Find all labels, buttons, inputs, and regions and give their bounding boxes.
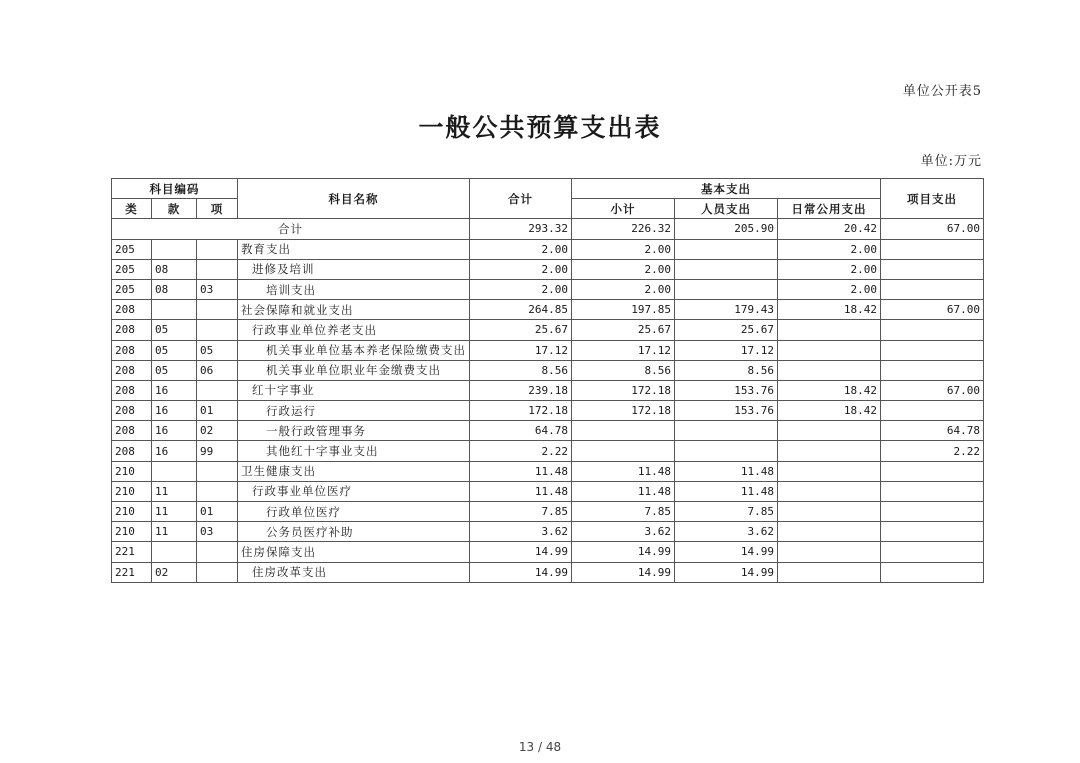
total-cell-personnel: 205.90 bbox=[675, 219, 778, 239]
cell-xiang: 01 bbox=[197, 401, 238, 421]
table-row bbox=[112, 441, 984, 461]
cell-total: 14.99 bbox=[470, 562, 572, 582]
cell-name: 进修及培训 bbox=[238, 259, 470, 279]
page-number: 13 / 48 bbox=[518, 740, 562, 754]
cell-subtotal: 8.56 bbox=[572, 360, 675, 380]
table-row bbox=[112, 401, 984, 421]
cell-name: 行政运行 bbox=[238, 401, 470, 421]
cell-total: 17.12 bbox=[470, 340, 572, 360]
cell-xiang bbox=[197, 239, 238, 259]
cell-kuan: 11 bbox=[152, 522, 197, 542]
cell-personnel bbox=[675, 259, 778, 279]
cell-personnel bbox=[675, 239, 778, 259]
cell-project bbox=[881, 320, 984, 340]
cell-kuan: 11 bbox=[152, 502, 197, 522]
cell-lei: 221 bbox=[112, 562, 152, 582]
cell-personnel: 17.12 bbox=[675, 340, 778, 360]
cell-lei: 208 bbox=[112, 360, 152, 380]
cell-name: 机关事业单位职业年金缴费支出 bbox=[238, 360, 470, 380]
table-row bbox=[112, 461, 984, 481]
cell-xiang bbox=[197, 481, 238, 501]
cell-kuan: 05 bbox=[152, 360, 197, 380]
table-row bbox=[112, 380, 984, 400]
cell-xiang: 99 bbox=[197, 441, 238, 461]
cell-public bbox=[778, 421, 881, 441]
table-row bbox=[112, 300, 984, 320]
page-title: 一般公共预算支出表 bbox=[418, 113, 662, 142]
cell-xiang: 03 bbox=[197, 279, 238, 299]
cell-xiang bbox=[197, 461, 238, 481]
header-xiang: 项 bbox=[197, 199, 238, 219]
cell-public bbox=[778, 562, 881, 582]
cell-total: 11.48 bbox=[470, 481, 572, 501]
cell-public bbox=[778, 542, 881, 562]
cell-subtotal: 14.99 bbox=[572, 542, 675, 562]
cell-subtotal: 25.67 bbox=[572, 320, 675, 340]
cell-project: 64.78 bbox=[881, 421, 984, 441]
header-basic-group: 基本支出 bbox=[572, 179, 881, 199]
cell-lei: 205 bbox=[112, 239, 152, 259]
cell-kuan: 16 bbox=[152, 401, 197, 421]
cell-subtotal: 14.99 bbox=[572, 562, 675, 582]
cell-name: 卫生健康支出 bbox=[238, 461, 470, 481]
cell-name: 住房保障支出 bbox=[238, 542, 470, 562]
cell-lei: 208 bbox=[112, 401, 152, 421]
cell-lei: 208 bbox=[112, 441, 152, 461]
header-public: 日常公用支出 bbox=[778, 199, 881, 219]
cell-subtotal bbox=[572, 421, 675, 441]
cell-public: 18.42 bbox=[778, 300, 881, 320]
cell-public: 2.00 bbox=[778, 259, 881, 279]
cell-kuan: 16 bbox=[152, 421, 197, 441]
cell-personnel: 11.48 bbox=[675, 481, 778, 501]
table-row bbox=[112, 522, 984, 542]
cell-name: 行政事业单位养老支出 bbox=[238, 320, 470, 340]
cell-xiang: 06 bbox=[197, 360, 238, 380]
cell-personnel bbox=[675, 441, 778, 461]
cell-personnel: 179.43 bbox=[675, 300, 778, 320]
cell-total: 7.85 bbox=[470, 502, 572, 522]
cell-subtotal: 11.48 bbox=[572, 481, 675, 501]
cell-xiang bbox=[197, 300, 238, 320]
cell-total: 3.62 bbox=[470, 522, 572, 542]
header-lei: 类 bbox=[112, 199, 152, 219]
table-row bbox=[112, 542, 984, 562]
cell-subtotal: 11.48 bbox=[572, 461, 675, 481]
cell-personnel bbox=[675, 421, 778, 441]
cell-total: 14.99 bbox=[470, 542, 572, 562]
cell-project bbox=[881, 279, 984, 299]
table-row bbox=[112, 279, 984, 299]
table-row bbox=[112, 502, 984, 522]
cell-public bbox=[778, 481, 881, 501]
cell-project: 2.22 bbox=[881, 441, 984, 461]
cell-public bbox=[778, 360, 881, 380]
cell-personnel: 7.85 bbox=[675, 502, 778, 522]
cell-lei: 205 bbox=[112, 279, 152, 299]
header-name: 科目名称 bbox=[238, 179, 470, 219]
cell-xiang: 02 bbox=[197, 421, 238, 441]
cell-personnel: 8.56 bbox=[675, 360, 778, 380]
cell-personnel: 153.76 bbox=[675, 380, 778, 400]
cell-kuan bbox=[152, 239, 197, 259]
cell-public: 2.00 bbox=[778, 239, 881, 259]
cell-lei: 208 bbox=[112, 320, 152, 340]
cell-kuan bbox=[152, 461, 197, 481]
cell-total: 264.85 bbox=[470, 300, 572, 320]
cell-kuan bbox=[152, 300, 197, 320]
cell-subtotal: 2.00 bbox=[572, 279, 675, 299]
header-subtotal: 小计 bbox=[572, 199, 675, 219]
cell-total: 239.18 bbox=[470, 380, 572, 400]
cell-project bbox=[881, 360, 984, 380]
cell-project bbox=[881, 259, 984, 279]
cell-kuan: 16 bbox=[152, 380, 197, 400]
cell-xiang bbox=[197, 320, 238, 340]
form-number: 单位公开表5 bbox=[902, 84, 982, 99]
cell-subtotal: 17.12 bbox=[572, 340, 675, 360]
cell-name: 其他红十字事业支出 bbox=[238, 441, 470, 461]
cell-name: 一般行政管理事务 bbox=[238, 421, 470, 441]
cell-total: 2.00 bbox=[470, 259, 572, 279]
cell-subtotal: 197.85 bbox=[572, 300, 675, 320]
cell-project: 67.00 bbox=[881, 300, 984, 320]
cell-personnel: 14.99 bbox=[675, 562, 778, 582]
cell-personnel: 25.67 bbox=[675, 320, 778, 340]
cell-public: 18.42 bbox=[778, 401, 881, 421]
header-personnel: 人员支出 bbox=[675, 199, 778, 219]
cell-total: 2.22 bbox=[470, 441, 572, 461]
cell-lei: 210 bbox=[112, 522, 152, 542]
cell-name: 行政事业单位医疗 bbox=[238, 481, 470, 501]
cell-name: 红十字事业 bbox=[238, 380, 470, 400]
unit-label: 单位:万元 bbox=[920, 154, 982, 169]
cell-total: 11.48 bbox=[470, 461, 572, 481]
table-row bbox=[112, 360, 984, 380]
cell-lei: 210 bbox=[112, 461, 152, 481]
cell-kuan: 05 bbox=[152, 340, 197, 360]
cell-xiang: 01 bbox=[197, 502, 238, 522]
table-row bbox=[112, 481, 984, 501]
total-cell-total: 293.32 bbox=[470, 219, 572, 239]
cell-public bbox=[778, 502, 881, 522]
cell-project bbox=[881, 522, 984, 542]
total-cell-public: 20.42 bbox=[778, 219, 881, 239]
cell-kuan: 08 bbox=[152, 279, 197, 299]
cell-kuan bbox=[152, 542, 197, 562]
cell-lei: 210 bbox=[112, 481, 152, 501]
table-row bbox=[112, 562, 984, 582]
cell-lei: 205 bbox=[112, 259, 152, 279]
total-label: 合计 bbox=[112, 219, 470, 239]
cell-xiang bbox=[197, 562, 238, 582]
cell-total: 25.67 bbox=[470, 320, 572, 340]
cell-lei: 221 bbox=[112, 542, 152, 562]
cell-kuan: 08 bbox=[152, 259, 197, 279]
cell-project bbox=[881, 562, 984, 582]
cell-public: 2.00 bbox=[778, 279, 881, 299]
cell-project bbox=[881, 340, 984, 360]
cell-kuan: 11 bbox=[152, 481, 197, 501]
cell-project bbox=[881, 401, 984, 421]
cell-subtotal: 2.00 bbox=[572, 259, 675, 279]
cell-kuan: 05 bbox=[152, 320, 197, 340]
cell-xiang bbox=[197, 259, 238, 279]
total-cell-project: 67.00 bbox=[881, 219, 984, 239]
cell-subtotal bbox=[572, 441, 675, 461]
table-row bbox=[112, 239, 984, 259]
cell-lei: 208 bbox=[112, 421, 152, 441]
cell-name: 行政单位医疗 bbox=[238, 502, 470, 522]
cell-kuan: 16 bbox=[152, 441, 197, 461]
cell-name: 机关事业单位基本养老保险缴费支出 bbox=[238, 340, 470, 360]
cell-personnel: 3.62 bbox=[675, 522, 778, 542]
cell-personnel: 11.48 bbox=[675, 461, 778, 481]
cell-lei: 208 bbox=[112, 380, 152, 400]
header-kuan: 款 bbox=[152, 199, 197, 219]
cell-total: 64.78 bbox=[470, 421, 572, 441]
cell-subtotal: 7.85 bbox=[572, 502, 675, 522]
cell-total: 172.18 bbox=[470, 401, 572, 421]
cell-project bbox=[881, 502, 984, 522]
cell-subtotal: 3.62 bbox=[572, 522, 675, 542]
total-row bbox=[112, 219, 984, 239]
cell-total: 2.00 bbox=[470, 239, 572, 259]
cell-kuan: 02 bbox=[152, 562, 197, 582]
cell-lei: 208 bbox=[112, 300, 152, 320]
cell-public bbox=[778, 522, 881, 542]
cell-total: 8.56 bbox=[470, 360, 572, 380]
cell-xiang: 05 bbox=[197, 340, 238, 360]
cell-lei: 210 bbox=[112, 502, 152, 522]
cell-subtotal: 2.00 bbox=[572, 239, 675, 259]
cell-xiang bbox=[197, 380, 238, 400]
cell-lei: 208 bbox=[112, 340, 152, 360]
table-row bbox=[112, 320, 984, 340]
cell-project: 67.00 bbox=[881, 380, 984, 400]
cell-public bbox=[778, 340, 881, 360]
header-code-group: 科目编码 bbox=[112, 179, 238, 199]
cell-subtotal: 172.18 bbox=[572, 380, 675, 400]
cell-project bbox=[881, 481, 984, 501]
cell-public bbox=[778, 441, 881, 461]
cell-personnel bbox=[675, 279, 778, 299]
cell-xiang bbox=[197, 542, 238, 562]
cell-personnel: 14.99 bbox=[675, 542, 778, 562]
cell-public bbox=[778, 320, 881, 340]
cell-public: 18.42 bbox=[778, 380, 881, 400]
table-row bbox=[112, 340, 984, 360]
total-cell-subtotal: 226.32 bbox=[572, 219, 675, 239]
cell-name: 住房改革支出 bbox=[238, 562, 470, 582]
cell-project bbox=[881, 542, 984, 562]
cell-name: 公务员医疗补助 bbox=[238, 522, 470, 542]
cell-personnel: 153.76 bbox=[675, 401, 778, 421]
cell-name: 社会保障和就业支出 bbox=[238, 300, 470, 320]
header-project: 项目支出 bbox=[881, 179, 984, 219]
cell-name: 教育支出 bbox=[238, 239, 470, 259]
table-row bbox=[112, 421, 984, 441]
cell-total: 2.00 bbox=[470, 279, 572, 299]
cell-public bbox=[778, 461, 881, 481]
cell-xiang: 03 bbox=[197, 522, 238, 542]
cell-project bbox=[881, 461, 984, 481]
cell-project bbox=[881, 239, 984, 259]
cell-name: 培训支出 bbox=[238, 279, 470, 299]
table-row bbox=[112, 259, 984, 279]
budget-table bbox=[111, 178, 984, 583]
cell-subtotal: 172.18 bbox=[572, 401, 675, 421]
header-total: 合计 bbox=[470, 179, 572, 219]
